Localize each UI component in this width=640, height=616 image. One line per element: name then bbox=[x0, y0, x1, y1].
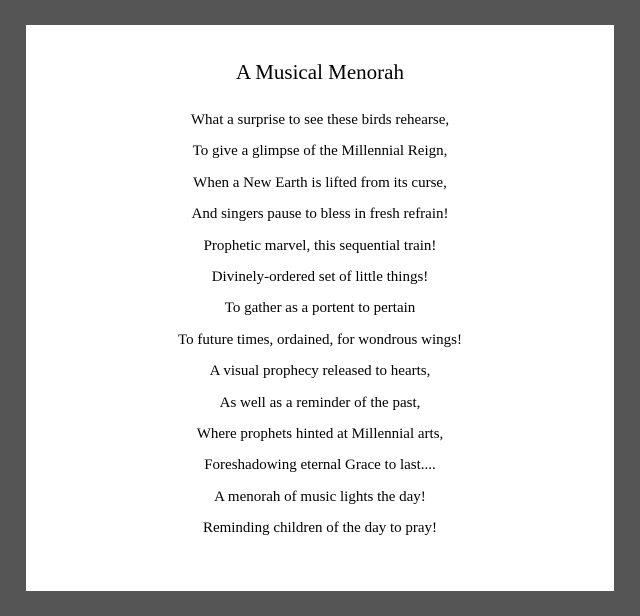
poem-line: To gather as a portent to pertain bbox=[224, 300, 416, 317]
poem-line: A menorah of music lights the day! bbox=[214, 488, 426, 505]
poem-line: And singers pause to bless in fresh refrain! bbox=[191, 206, 449, 223]
poem-line: To give a glimpse of the Millennial Reign, bbox=[192, 143, 448, 160]
poem-line: What a surprise to see these birds rehearse, bbox=[190, 112, 450, 128]
poem-line: When a New Earth is lifted from its curse, bbox=[193, 174, 447, 191]
poem-page bbox=[26, 25, 614, 591]
poem-line: Where prophets hinted at Millennial arts, bbox=[196, 425, 444, 442]
poem-line: To future times, ordained, for wondrous wings! bbox=[178, 331, 462, 348]
poem-line: Prophetic marvel, this sequential train! bbox=[203, 237, 437, 254]
poem-title: A Musical Menorah bbox=[236, 60, 404, 84]
poem-body bbox=[26, 109, 614, 548]
poem-line: Divinely-ordered set of little things! bbox=[211, 268, 429, 285]
poem-line: Foreshadowing eternal Grace to last.... bbox=[204, 457, 436, 474]
poem-line: A visual prophecy released to hearts, bbox=[209, 363, 431, 380]
poem-line: As well as a reminder of the past, bbox=[219, 394, 421, 411]
poem-line: Reminding children of the day to pray! bbox=[202, 520, 438, 537]
